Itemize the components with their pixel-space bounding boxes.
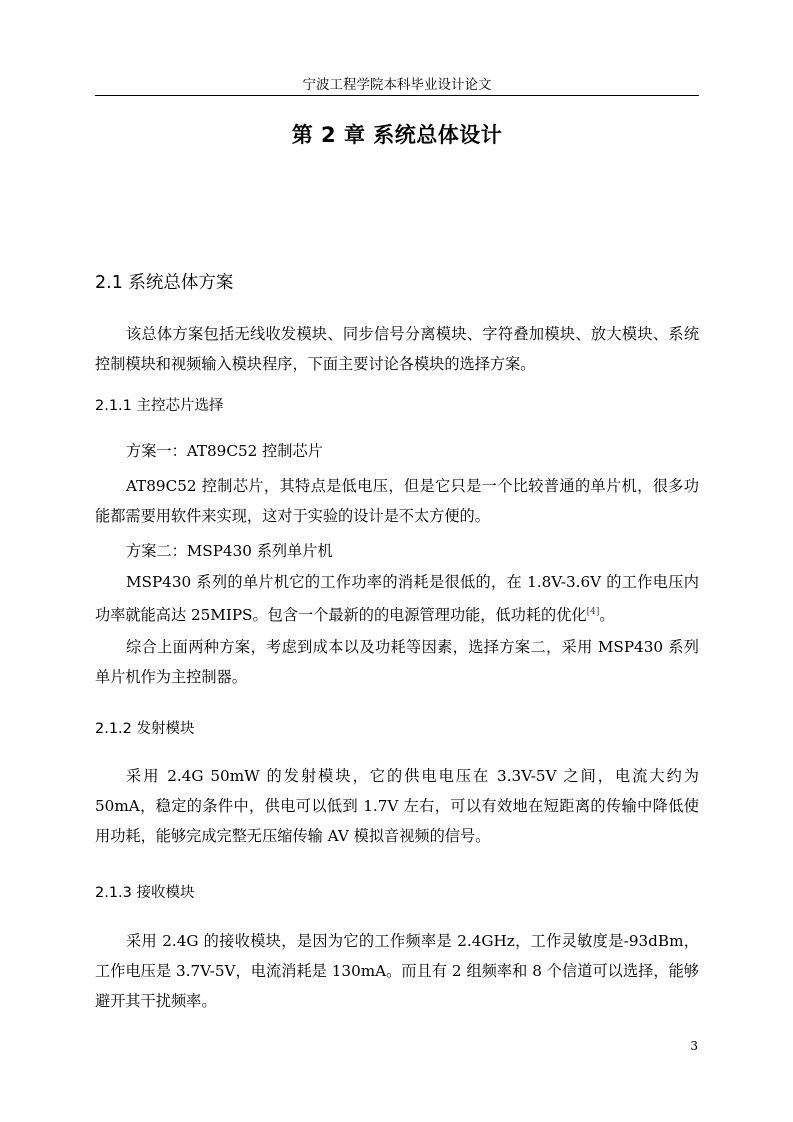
plan2-body-text: MSP430 系列的单片机它的工作功率的消耗是很低的，在 1.8V-3.6V 的工作电压内功率就能高达 25MIPS。包含一个最新的的电源管理功能，低功耗的优化 [95, 573, 699, 624]
paragraph-plan2-body [95, 567, 699, 630]
paragraph-conclusion: 综合上面两种方案，考虑到成本以及功耗等因素，选择方案二，采用 MSP430 系列单片机作为主控制器。 [95, 638, 699, 686]
page-number: 3 [690, 1039, 698, 1053]
paragraph-plan1-body: AT89C52 控制芯片，其特点是低电压，但是它只是一个比较普通的单片机，很多功能都需要用软件来实现，这对于实验的设计是不太方便的。 [95, 477, 699, 525]
paragraph-overview: 该总体方案包括无线收发模块、同步信号分离模块、字符叠加模块、放大模块、系统控制模块和视频输入模块程序，下面主要讨论各模块的选择方案。 [95, 325, 699, 373]
chapter-title: 第 2 章 系统总体设计 [291, 123, 503, 147]
paragraph-plan1-title: 方案一：AT89C52 控制芯片 [126, 442, 323, 460]
section-heading-2-1-1: 2.1.1 主控芯片选择 [95, 398, 224, 414]
section-heading-2-1-2: 2.1.2 发射模块 [95, 721, 195, 737]
running-header: 宁波工程学院本科毕业设计论文 [302, 77, 492, 93]
plan2-body-end: 。 [599, 606, 615, 624]
header-rule [95, 95, 699, 96]
section-heading-2-1-3: 2.1.3 接收模块 [95, 885, 195, 901]
paragraph-transmitter: 采用 2.4G 50mW 的发射模块，它的供电电压在 3.3V-5V 之间，电流大约为 50mA，稳定的条件中，供电可以低到 1.7V 左右，可以有效地在短距离的传输中降低使用功耗，能够完成完整无压缩传输 AV 模拟音视频的信号。 [95, 767, 699, 845]
citation-4: [4] [586, 607, 600, 617]
section-heading-2-1: 2.1 系统总体方案 [95, 273, 234, 293]
paragraph-plan2-title: 方案二：MSP430 系列单片机 [126, 542, 333, 560]
paragraph-receiver: 采用 2.4G 的接收模块，是因为它的工作频率是 2.4GHz，工作灵敏度是-93dBm，工作电压是 3.7V-5V，电流消耗是 130mA。而且有 2 组频率和 8 个信道可以选择，能够避开其干扰频率。 [95, 932, 699, 1010]
